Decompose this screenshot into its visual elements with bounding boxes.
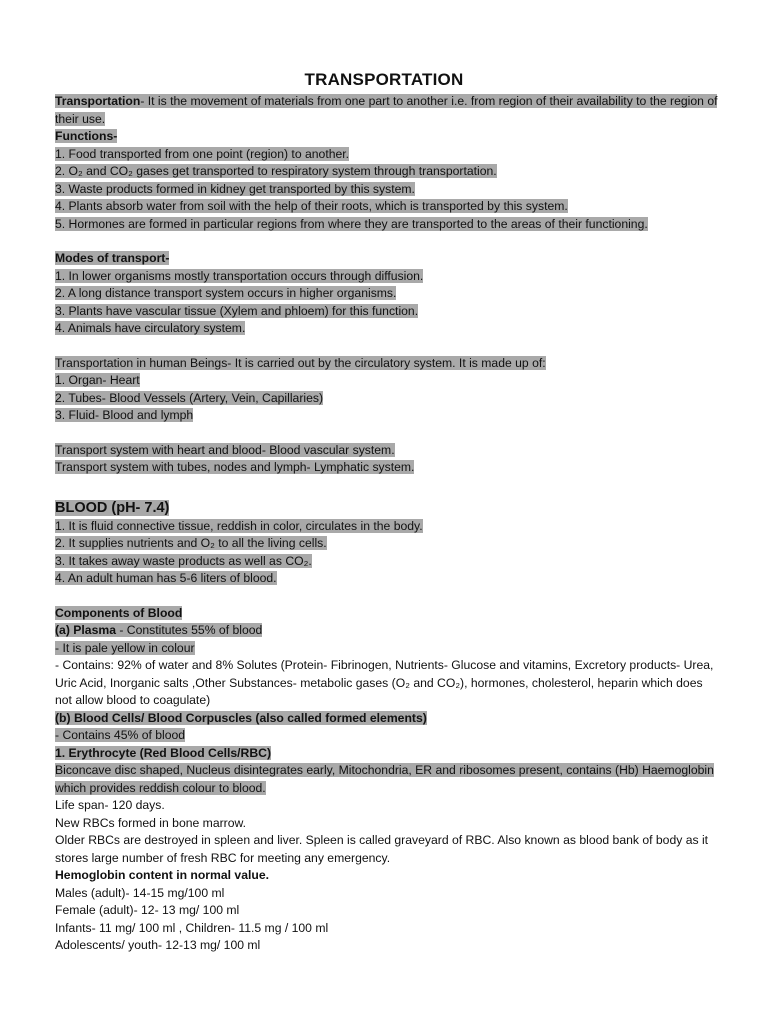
human-item: 1. Organ- Heart xyxy=(55,373,140,387)
human-item: 3. Fluid- Blood and lymph xyxy=(55,408,194,422)
page-title: TRANSPORTATION xyxy=(304,70,464,89)
document-body xyxy=(55,93,720,955)
plasma-contains: - Contains: 92% of water and 8% Solutes (Protein- Fibrinogen, Nutrients- Glucose and vitamins, Excretory products- Urea, Uric Acid, Inorganic salts ,Other Substances- metabolic gases (O₂ and CO₂), hormones, cholesterol, heparin which does not allow blood to coagulate) xyxy=(55,658,714,707)
blood-item: 4. An adult human has 5-6 liters of blood. xyxy=(55,571,277,585)
blood-item: 1. It is fluid connective tissue, reddish in color, circulates in the body. xyxy=(55,518,423,533)
plasma-label: (a) Plasma xyxy=(55,623,116,637)
function-item: 3. Waste products formed in kidney get transported by this system. xyxy=(55,181,415,196)
rbc-line: Life span- 120 days. xyxy=(55,798,165,812)
plasma-colour: - It is pale yellow in colour xyxy=(55,640,195,655)
plasma-text: - Constitutes 55% of blood xyxy=(115,623,263,637)
cells-text: - Contains 45% of blood xyxy=(55,728,186,742)
blood-heading: BLOOD (pH- 7.4) xyxy=(55,499,170,516)
hemoglobin-value: Infants- 11 mg/ 100 ml , Children- 11.5 mg / 100 ml xyxy=(55,920,329,935)
intro-text: - It is the movement of materials from one part to another i.e. from region of their availability to the region of their use. xyxy=(55,94,718,126)
hemoglobin-value: Adolescents/ youth- 12-13 mg/ 100 ml xyxy=(55,938,261,952)
human-item: 2. Tubes- Blood Vessels (Artery, Vein, Capillaries) xyxy=(55,390,324,405)
function-item: 4. Plants absorb water from soil with the help of their roots, which is transported by this system. xyxy=(55,199,568,213)
components-heading: Components of Blood xyxy=(55,605,183,620)
blood-item: 3. It takes away waste products as well as CO₂. xyxy=(55,553,312,568)
function-item: 5. Hormones are formed in particular regions from where they are transported to the areas of their functioning. xyxy=(55,216,648,231)
mode-item: 1. In lower organisms mostly transportation occurs through diffusion. xyxy=(55,268,424,283)
mode-item: 4. Animals have circulatory system. xyxy=(55,321,246,335)
hemoglobin-heading: Hemoglobin content in normal value. xyxy=(55,868,269,882)
intro-paragraph xyxy=(55,93,720,128)
rbc-line: Older RBCs are destroyed in spleen and liver. Spleen is called graveyard of RBC. Also known as blood bank of body as it stores large number of fresh RBC for meeting any emergency. xyxy=(55,833,709,865)
human-transport-intro: Transportation in human Beings- It is carried out by the circulatory system. It is made up of: xyxy=(55,355,546,370)
function-item: 1. Food transported from one point (region) to another. xyxy=(55,146,350,161)
rbc-description: Biconcave disc shaped, Nucleus disintegrates early, Mitochondria, ER and ribosomes present, contains (Hb) Haemoglobin which provides reddish colour to blood. xyxy=(55,763,714,795)
hemoglobin-value: Female (adult)- 12- 13 mg/ 100 ml xyxy=(55,903,240,917)
blood-item: 2. It supplies nutrients and O₂ to all the living cells. xyxy=(55,536,327,550)
system-line: Transport system with tubes, nodes and lymph- Lymphatic system. xyxy=(55,460,415,474)
rbc-line: New RBCs formed in bone marrow. xyxy=(55,815,247,830)
mode-item: 2. A long distance transport system occurs in higher organisms. xyxy=(55,286,397,300)
system-line: Transport system with heart and blood- Blood vascular system. xyxy=(55,442,395,457)
intro-term: Transportation xyxy=(55,94,141,108)
modes-heading: Modes of transport- xyxy=(55,251,170,265)
functions-heading: Functions- xyxy=(55,129,118,143)
function-item: 2. O₂ and CO₂ gases get transported to respiratory system through transportation. xyxy=(55,164,497,178)
hemoglobin-value: Males (adult)- 14-15 mg/100 ml xyxy=(55,885,225,900)
cells-label: (b) Blood Cells/ Blood Corpuscles (also called formed elements) xyxy=(55,710,427,725)
mode-item: 3. Plants have vascular tissue (Xylem and phloem) for this function. xyxy=(55,303,419,318)
rbc-label: 1. Erythrocyte (Red Blood Cells/RBC) xyxy=(55,745,272,760)
